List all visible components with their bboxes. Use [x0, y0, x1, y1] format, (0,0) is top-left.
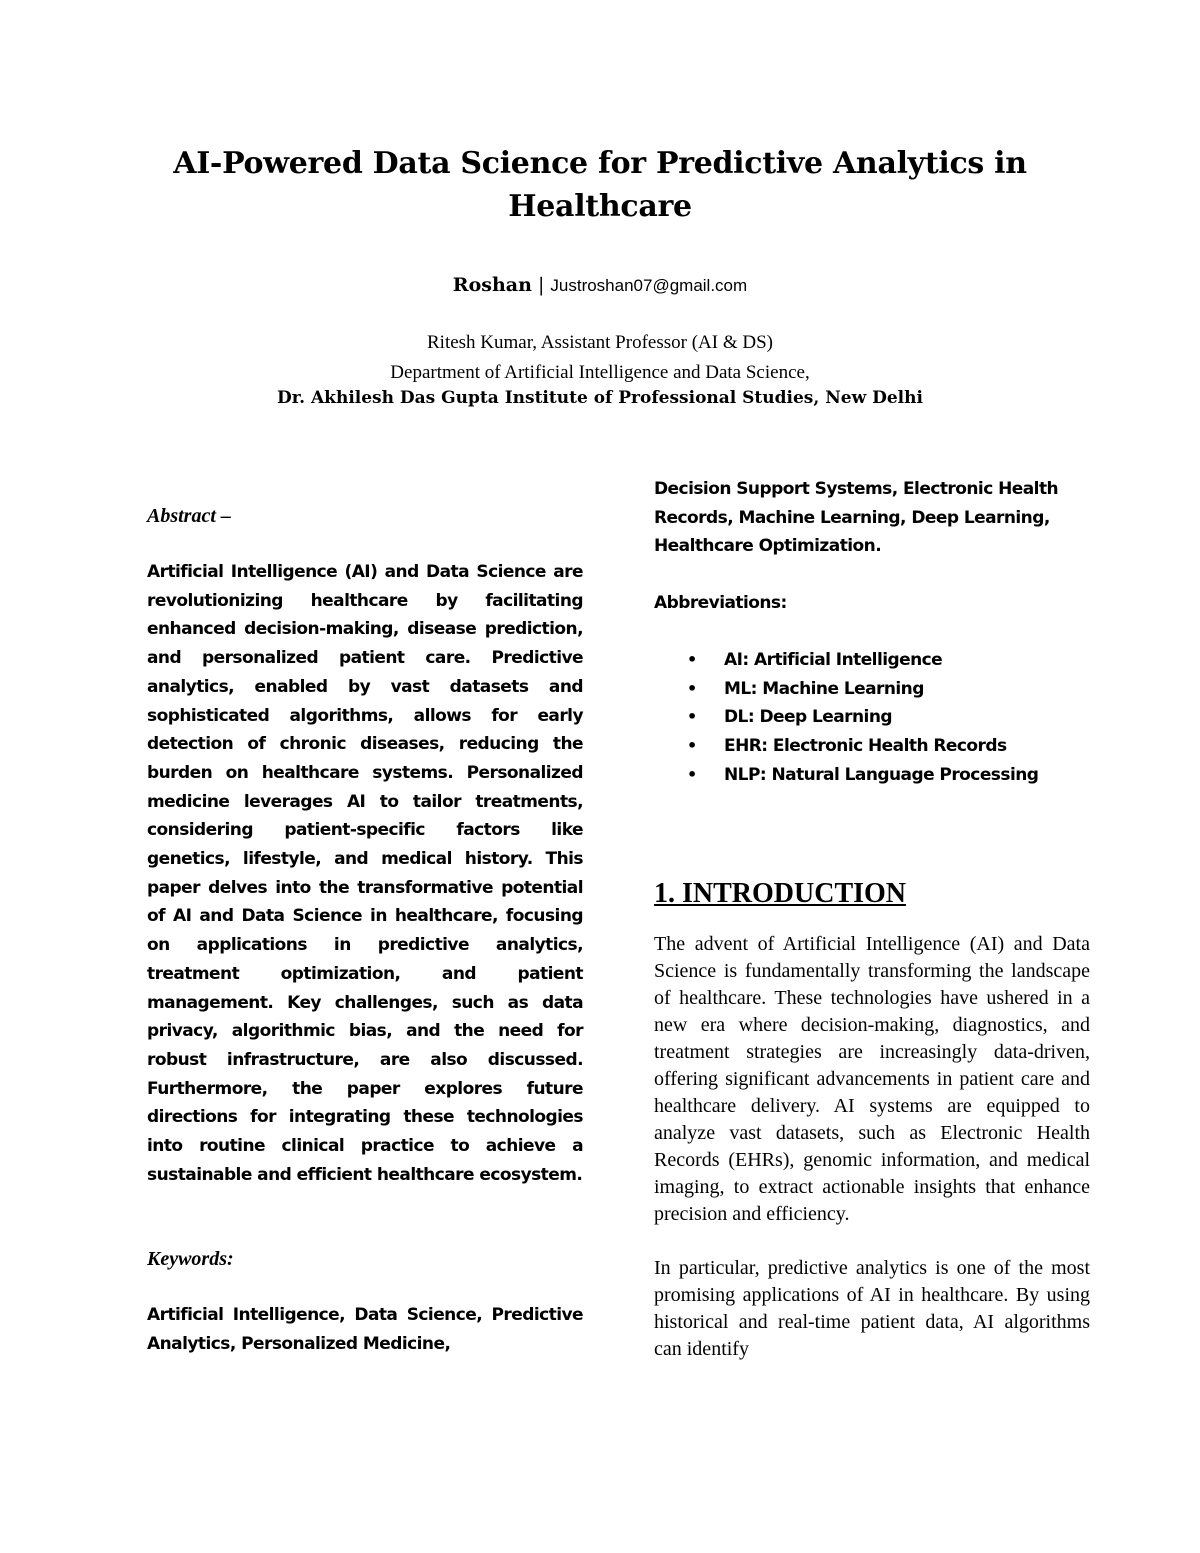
- paper-title: AI-Powered Data Science for Predictive Analytics in Healthcare: [173, 146, 1027, 224]
- abbreviation-text: ML: Machine Learning: [724, 678, 924, 699]
- bullet-icon: •: [687, 735, 697, 755]
- left-column: [147, 502, 583, 1359]
- abbreviation-text: NLP: Natural Language Processing: [724, 764, 1039, 785]
- abbreviation-text: DL: Deep Learning: [724, 707, 892, 728]
- affiliation-department: Department of Artificial Intelligence and Data Science,: [390, 362, 810, 383]
- introduction-heading: 1. INTRODUCTION: [654, 878, 907, 910]
- author-email: Justroshan07@gmail.com: [550, 276, 748, 295]
- author-name: Roshan: [452, 274, 532, 296]
- introduction-paragraph-1: The advent of Artificial Intelligence (AI) and Data Science is fundamentally transforming the landscape of healthcare. These technologies have ushered in a new era where decision-making, diagnostics, and treatment strategies are increasingly data-driven, offering significant advancements in patient care and healthcare delivery. AI systems are equipped to analyze vast datasets, such as Electronic Health Records (EHRs), genomic information, and medical imaging, to extract actionable insights that enhance precision and efficiency.: [654, 933, 1090, 1226]
- abbreviation-text: AI: Artificial Intelligence: [724, 649, 943, 670]
- keywords-label: Keywords:: [147, 1248, 234, 1271]
- keywords-text-part1: Artificial Intelligence, Data Science, Predictive Analytics, Personalized Medicine,: [147, 1305, 583, 1355]
- abbreviations-list: [654, 646, 1090, 790]
- list-item: [654, 761, 1090, 790]
- author-separator: |: [531, 274, 551, 296]
- abbreviations-heading: Abbreviations:: [654, 593, 787, 614]
- list-item: [654, 646, 1090, 675]
- author-line: [100, 270, 1100, 301]
- affiliation-supervisor: Ritesh Kumar, Assistant Professor (AI & DS): [427, 332, 773, 353]
- right-column: [654, 475, 1090, 1363]
- bullet-icon: •: [687, 764, 697, 784]
- list-item: [654, 675, 1090, 704]
- bullet-icon: •: [687, 707, 697, 727]
- affiliation-institute: Dr. Akhilesh Das Gupta Institute of Professional Studies, New Delhi: [277, 388, 923, 408]
- list-item: [654, 703, 1090, 732]
- abbreviation-text: EHR: Electronic Health Records: [724, 735, 1007, 756]
- abstract-label: Abstract –: [147, 505, 231, 527]
- keywords-text-part2: Decision Support Systems, Electronic Health Records, Machine Learning, Deep Learning, Healthcare Optimization.: [654, 479, 1059, 557]
- introduction-paragraph-2: In particular, predictive analytics is one of the most promising applications of AI in healthcare. By using historical and real-time patient data, AI algorithms can identify: [654, 1257, 1090, 1361]
- bullet-icon: •: [687, 649, 697, 669]
- bullet-icon: •: [687, 678, 697, 698]
- list-item: [654, 732, 1090, 761]
- abstract-text: Artificial Intelligence (AI) and Data Science are revolutionizing healthcare by facilitating enhanced decision-making, disease prediction, and personalized patient care. Predictive analytics, enabled by vast datasets and sophisticated algorithms, allows for early detection of chronic diseases, reducing the burden on healthcare systems. Personalized medicine leverages AI to tailor treatments, considering patient-specific factors like genetics, lifestyle, and medical history. This paper delves into the transformative potential of AI and Data Science in healthcare, focusing on applications in predictive analytics, treatment optimization, and patient management. Key challenges, such as data privacy, algorithmic bias, and the need for robust infrastructure, are also discussed. Furthermore, the paper explores future directions for integrating these technologies into routine clinical practice to achieve a sustainable and efficient healthcare ecosystem.: [147, 562, 583, 1185]
